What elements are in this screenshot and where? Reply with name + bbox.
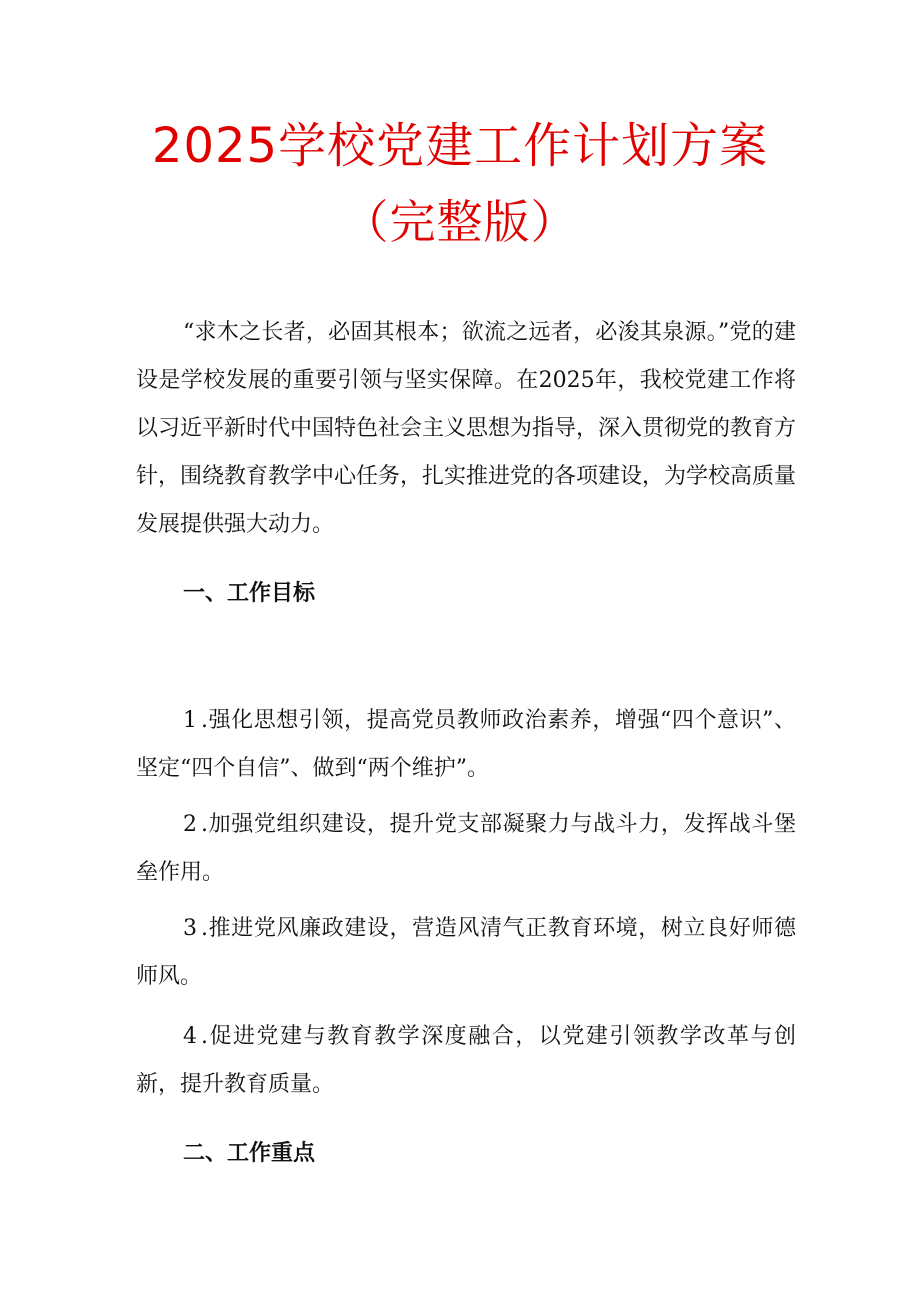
document-title: 2025学校党建工作计划方案 <box>151 118 769 174</box>
goal-item-4 <box>136 1013 796 1109</box>
goal-item-1 <box>136 697 796 793</box>
section-heading-focus: 二、工作重点 <box>183 1141 316 1166</box>
goal-item-3 <box>136 905 796 1001</box>
goal-number: 1 <box>183 708 197 733</box>
goal-item-2 <box>136 801 796 897</box>
document-subtitle: （完整版） <box>342 195 578 249</box>
goal-number: 3 <box>183 916 197 941</box>
section-heading-goals: 一、工作目标 <box>183 581 316 606</box>
goal-text: .促进党建与教育教学深度融合，以党建引领教学改革与创新，提升教育质量。 <box>136 1024 796 1097</box>
goal-text: .强化思想引领，提高党员教师政治素养，增强“四个意识”、坚定“四个自信”、做到“两个维护”。 <box>136 708 796 781</box>
goal-number: 4 <box>183 1024 197 1049</box>
intro-paragraph <box>136 309 796 549</box>
goal-number: 2 <box>183 812 197 837</box>
intro-text: “求木之长者，必固其根本；欲流之远者，必浚其泉源。”党的建设是学校发展的重要引领与坚实保障。在2025年，我校党建工作将以习近平新时代中国特色社会主义思想为指导，深入贯彻党的教育方针，围绕教育教学中心任务，扎实推进党的各项建设，为学校高质量发展提供强大动力。 <box>136 320 797 537</box>
goal-text: .推进党风廉政建设，营造风清气正教育环境，树立良好师德师风。 <box>136 916 796 989</box>
goal-text: .加强党组织建设，提升党支部凝聚力与战斗力，发挥战斗堡垒作用。 <box>136 812 796 885</box>
